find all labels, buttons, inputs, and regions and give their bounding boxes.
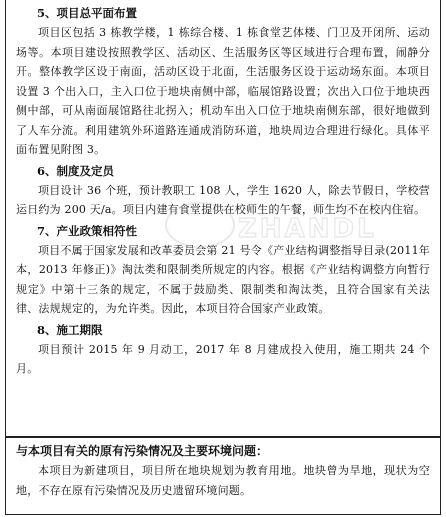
existing-pollution-box bbox=[5, 437, 441, 515]
section-staffing bbox=[16, 161, 430, 220]
section-paragraph: 项目区包括 3 栋教学楼，1 栋综合楼、1 栋食堂艺体楼、门卫及开闭所、运动场等。本项目建设按照教学区、活动区、生活服务区等区域进行合理布置，闹静分开。整体教学区设于南面，活动区设于北面，生活服务区设于运动场东面。本项目设置 3 个出入口，主入口位于地块南侧中部，临展馆路设置；次出入口位于地块西侧中部，可从南面展馆路往北拐入；机动车出入口位于地块南侧东部，很好地做到了人车分流。利用建筑外环道路连通成消防环道，地块周边合理进行绿化。具体平面布置见附图 3。 bbox=[16, 26, 430, 156]
env-section-paragraph: 本项目为新建项目，项目所在地块规划为教育用地。地块曾为旱地，现状为空地，不存在原有污染情况及历史遗留环境问题。 bbox=[16, 464, 430, 497]
section-paragraph: 项目预计 2015 年 9 月动工，2017 年 8 月建成投入使用，施工期共 24 个月。 bbox=[16, 342, 430, 375]
section-heading: 8、施工期限 bbox=[37, 322, 103, 337]
section-heading: 5、项目总平面布置 bbox=[37, 6, 138, 20]
project-overview-box bbox=[5, 0, 441, 437]
section-paragraph: 项目设计 36 个班，预计教职工 108 人，学生 1620 人，除去节假日，学校营运日约为 200 天/a。项目内建有食堂提供在校师生的午餐，师生均不在校内住宿。 bbox=[16, 183, 430, 216]
section-layout bbox=[16, 3, 430, 160]
section-industrial-policy bbox=[16, 221, 430, 319]
watermark-text: ZHANDL bbox=[238, 214, 377, 244]
section-heading: 6、制度及定员 bbox=[37, 163, 115, 178]
env-section-heading: 与本项目有关的原有污染情况及主要环境问题： bbox=[16, 444, 269, 458]
section-heading: 7、产业政策相符性 bbox=[37, 223, 138, 238]
section-construction-period bbox=[16, 320, 430, 379]
section-paragraph: 项目不属于国家发展和改革委员会第 21 号令《产业结构调整指导目录(2011年本，2013 年修正)》淘汰类和限制类所规定的内容。根据《产业结构调整方向暂行规定》中第十三条的规定，不属于鼓励类、限制类和淘汰类，且符合国家有关法律、法规规定的，为允许类。因此，本项目符合国家产业政策。 bbox=[16, 243, 430, 315]
